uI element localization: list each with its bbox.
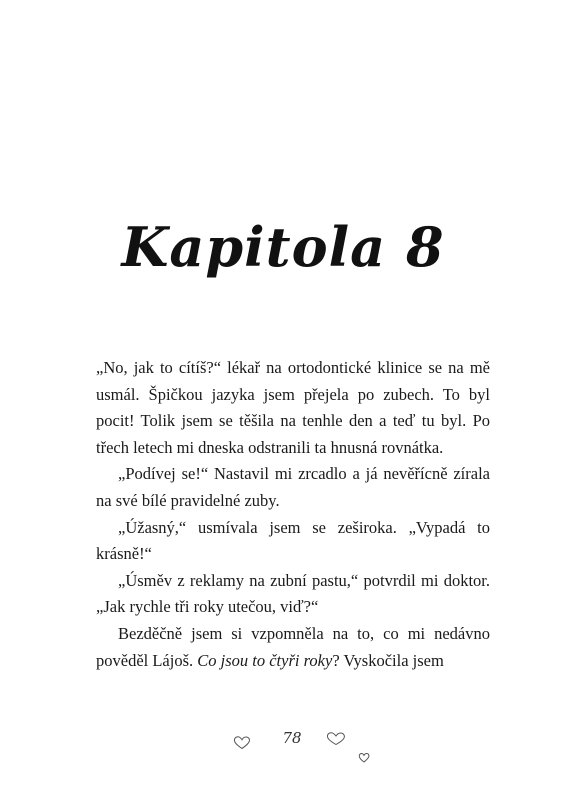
heart-outline-icon: [358, 752, 370, 763]
page-number: 78: [282, 729, 302, 747]
chapter-title: Kapitola 8: [121, 215, 445, 280]
paragraph-5-end: ? Vyskočila jsem: [332, 650, 444, 670]
paragraph-5-italic: Co jsou to čtyři roky: [197, 650, 333, 670]
paragraph-5: [96, 621, 490, 674]
heart-outline-icon: [326, 731, 346, 746]
paragraph-4: „Úsměv z reklamy na zubní pastu,“ potvrdil mi doktor. „Jak rychle tři roky utečou, viď?“: [96, 570, 490, 617]
paragraph-2: „Podívej se!“ Nastavil mi zrcadlo a já nevěřícně zírala na své bílé pravidelné zuby.: [96, 464, 490, 510]
paragraph-1: „No, jak to cítíš?“ lékař na ortodontické klinice se na mě usmál. Špičkou jazyka jsem přejela po zubech. To byl pocit! Tolik jsem se těšila na tenhle den a teď tu byl. Po třech letech mi dneska odstranili ta hnusná rovnátka.: [96, 358, 490, 457]
paragraph-3: „Úžasný,“ usmívala jsem se zeširoka. „Vypadá to krásně!“: [96, 517, 490, 564]
paragraph-5-start: Bezděčně jsem si vzpomněla na to, co mi nedávno pověděl Lájoš.: [96, 623, 490, 670]
body-text: [96, 355, 490, 674]
heart-outline-icon: [233, 735, 251, 750]
page-footer: [0, 725, 566, 775]
